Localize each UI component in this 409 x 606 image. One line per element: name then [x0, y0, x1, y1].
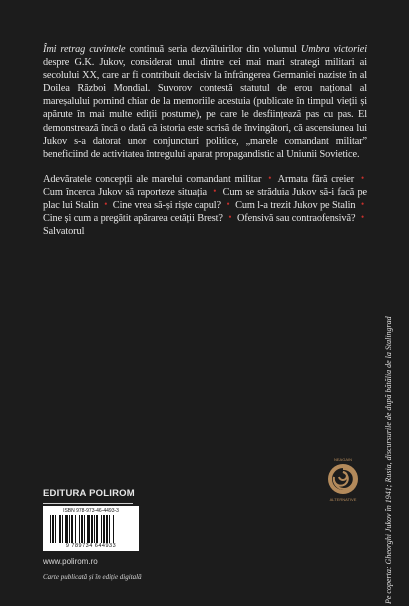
chapter-title: Armata fără creier [277, 173, 355, 185]
barcode-digits: 9 789734 644933 [65, 543, 117, 549]
barcode-bar [81, 515, 83, 543]
cover-credit [384, 44, 404, 604]
barcode-bar [75, 515, 76, 543]
barcode-bar [62, 515, 63, 543]
chapter-title: Cum se străduia Jukov să-i facă pe plac lui Stalin [43, 186, 367, 212]
bullet-separator: • [104, 199, 108, 210]
bullet-separator: • [360, 172, 365, 183]
barcode-bar [109, 515, 110, 543]
barcode-bar [71, 515, 73, 543]
bullet-separator: • [360, 212, 364, 223]
blurb-text: despre G.K. Jukov, considerat unul dintre cei mai mari strategi militari ai secolului XX, care ar fi contribuit decisiv la înfrângerea Germaniei naziste în al Doilea Război Mondial. Suvorov contestă statutul de erou național al mareșalului pornind chiar de la memoriile acestuia (publicate în timpul vieții și apărute în mai multe ediții postume), pe care le desființează pas cu pas. El demonstrează încă o dată că istoria este scrisă de învingători, că ascensiunea lui Jukov s-a datorat unor conjuncturi politice, „marele comandant militar” beneficiind de activitatea întregului aparat propagandistic al Uniunii Sovietice. [43, 57, 367, 160]
logo-bottom-text: ALTERNATIVE [329, 497, 357, 502]
chapter-title: Cine vrea să-și riște capul? [112, 200, 222, 212]
isbn: ISBN 978-973-46-4493-3 [63, 508, 119, 514]
bullet-separator: • [213, 185, 217, 196]
chapter-title: Cum încerca Jukov să raporteze situația [43, 186, 207, 198]
chapter-title: Ofensivă sau contraofensivă? [236, 213, 356, 225]
cover-credit-prefix: Pe coperta: [384, 564, 393, 604]
bullet-separator: • [226, 199, 230, 210]
bullet-separator: • [228, 212, 232, 223]
chapter-title: Adevăratele concepții ale marelui comandant militar [43, 173, 262, 185]
barcode-bar [59, 515, 61, 543]
divider [43, 503, 133, 504]
publisher-name: EDITURA POLIROM [43, 488, 135, 499]
barcode-bar [91, 515, 93, 543]
barcode-bars [50, 515, 132, 543]
barcode-bar [55, 515, 56, 543]
chapter-title: Salvatorul [43, 226, 85, 238]
publisher-url[interactable]: www.polirom.ro [43, 557, 98, 566]
barcode-bar [84, 515, 85, 543]
barcode-bar [96, 515, 98, 543]
barcode-bar [79, 515, 80, 543]
barcode-bar [106, 515, 108, 543]
chapter-title: Cum l-a trezit Jukov pe Stalin [235, 200, 356, 212]
previous-volume-title: Umbra victoriei [300, 44, 367, 55]
barcode-bar [94, 515, 95, 543]
barcode [43, 506, 139, 551]
barcode-bar [52, 515, 54, 543]
barcode-bar [101, 515, 102, 543]
barcode-bar [113, 515, 114, 543]
digital-edition-note: Carte publicată și în ediție digitală [43, 573, 142, 581]
book-title: Îmi retrag cuvintele [43, 44, 126, 55]
barcode-bar [50, 515, 51, 543]
bullet-separator: • [360, 199, 364, 210]
blurb-paragraph [43, 43, 367, 161]
logo-top-text: NEAGAIN [333, 457, 353, 462]
chapter-title: Cine și cum a pregătit apărarea cetății Brest? [43, 213, 223, 225]
barcode-bar [87, 515, 90, 543]
blurb [43, 43, 367, 238]
chapter-list [43, 173, 367, 238]
bullet-separator: • [268, 172, 272, 183]
barcode-bar [65, 515, 68, 543]
cover-credit-text: Gheorghi Jukov în 1941; Rusia, discursurile de după bătălia de la Stalingrad [384, 316, 393, 565]
blurb-text: continuă seria dezvăluirilor din volumul [125, 44, 301, 55]
barcode-bar [103, 515, 105, 543]
barcode-bar [69, 515, 70, 543]
publisher-logo-icon [324, 455, 362, 503]
